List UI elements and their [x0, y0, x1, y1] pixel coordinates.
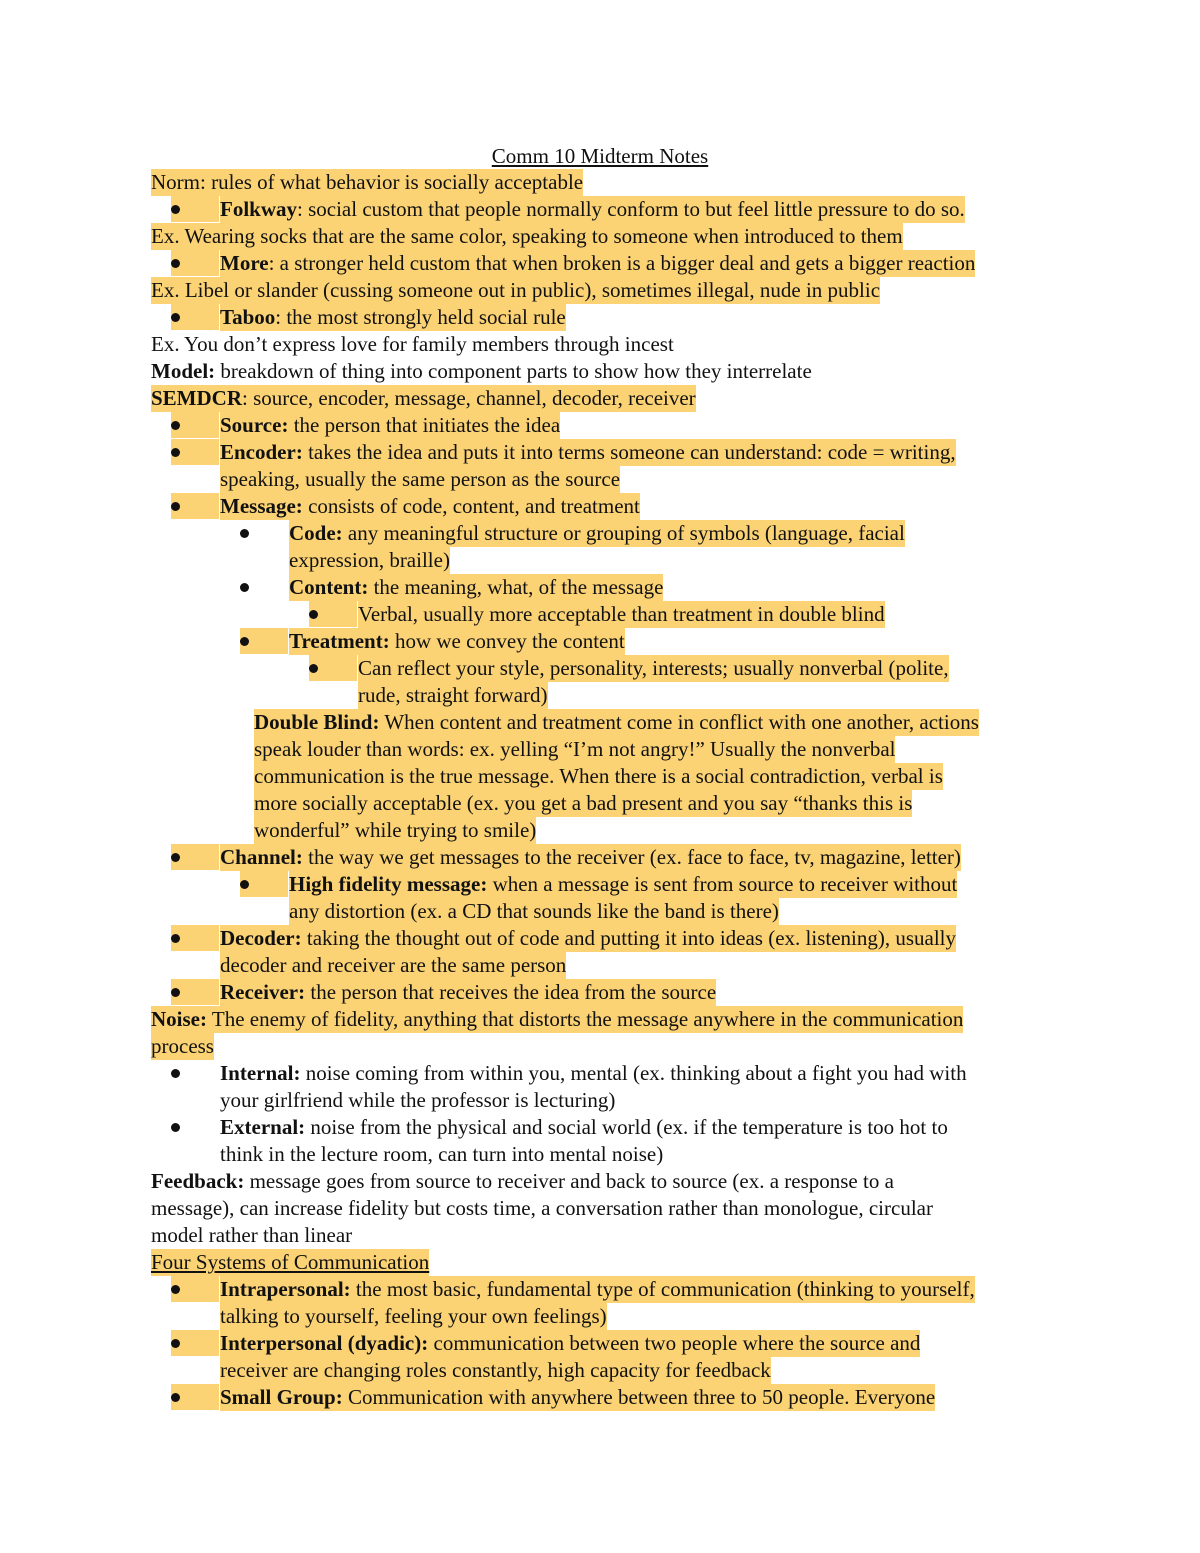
- encoder-line-2: speaking, usually the same person as the source: [220, 467, 621, 491]
- bullet: [240, 637, 249, 646]
- norm-line: Norm: rules of what behavior is socially acceptable: [151, 170, 584, 194]
- double-blind-line: Double Blind: When content and treatment come in conflict with one another, actions: [254, 710, 979, 734]
- bullet: [171, 502, 180, 511]
- double-blind-line-2: speak louder than words: ex. yelling “I’m not angry!” Usually the nonverbal: [254, 737, 896, 761]
- taboo-example: Ex. You don’t express love for family members through incest: [151, 332, 674, 356]
- bullet: [171, 1069, 180, 1078]
- bullet: [171, 1285, 180, 1294]
- treatment-line: Treatment: how we convey the content: [289, 629, 625, 653]
- high-fidelity-line-2: any distortion (ex. a CD that sounds like the band is there): [289, 899, 779, 923]
- bullet: [240, 880, 249, 889]
- feedback-line-2: message), can increase fidelity but costs time, a conversation rather than monologue, circular: [151, 1196, 933, 1220]
- noise-line-2: process: [151, 1034, 214, 1058]
- intrapersonal-line-2: talking to yourself, feeling your own feelings): [220, 1304, 607, 1328]
- double-blind-line-4: more socially acceptable (ex. you get a bad present and you say “thanks this is: [254, 791, 913, 815]
- bullet: [240, 583, 249, 592]
- bullet: [171, 1393, 180, 1402]
- bullet: [171, 421, 180, 430]
- interpersonal-line: Interpersonal (dyadic): communication between two people where the source and: [220, 1331, 921, 1355]
- page-title: Comm 10 Midterm Notes: [491, 144, 709, 168]
- external-line-2: think in the lecture room, can turn into mental noise): [220, 1142, 664, 1166]
- treatment-sub-line: Can reflect your style, personality, interests; usually nonverbal (polite,: [358, 656, 949, 680]
- bullet: [171, 988, 180, 997]
- noise-line: Noise: The enemy of fidelity, anything that distorts the message anywhere in the communication: [151, 1007, 964, 1031]
- more-line: More: a stronger held custom that when broken is a bigger deal and gets a bigger reaction: [220, 251, 976, 275]
- bullet: [309, 610, 318, 619]
- feedback-line: Feedback: message goes from source to receiver and back to source (ex. a response to a: [151, 1169, 894, 1193]
- taboo-line: Taboo: the most strongly held social rule: [220, 305, 566, 329]
- encoder-line: Encoder: takes the idea and puts it into terms someone can understand: code = writing,: [220, 440, 956, 464]
- treatment-sub-line-2: rude, straight forward): [358, 683, 548, 707]
- channel-line: Channel: the way we get messages to the receiver (ex. face to face, tv, magazine, letter): [220, 845, 961, 869]
- decoder-line: Decoder: taking the thought out of code and putting it into ideas (ex. listening), usually: [220, 926, 957, 950]
- code-line-2: expression, braille): [289, 548, 450, 572]
- semdcr-line: SEMDCR: source, encoder, message, channel, decoder, receiver: [151, 386, 696, 410]
- receiver-line: Receiver: the person that receives the idea from the source: [220, 980, 717, 1004]
- bullet: [171, 1123, 180, 1132]
- more-example: Ex. Libel or slander (cussing someone out in public), sometimes illegal, nude in public: [151, 278, 881, 302]
- model-line: Model: breakdown of thing into component parts to show how they interrelate: [151, 359, 812, 383]
- high-fidelity-line: High fidelity message: when a message is sent from source to receiver without: [289, 872, 958, 896]
- bullet: [171, 313, 180, 322]
- content-sub-line: Verbal, usually more acceptable than treatment in double blind: [358, 602, 885, 626]
- bullet: [171, 448, 180, 457]
- interpersonal-line-2: receiver are changing roles constantly, high capacity for feedback: [220, 1358, 771, 1382]
- double-blind-line-3: communication is the true message. When there is a social contradiction, verbal is: [254, 764, 943, 788]
- bullet: [171, 1339, 180, 1348]
- bullet: [171, 205, 180, 214]
- bullet: [309, 664, 318, 673]
- message-line: Message: consists of code, content, and treatment: [220, 494, 640, 518]
- feedback-line-3: model rather than linear: [151, 1223, 353, 1247]
- bullet: [240, 529, 249, 538]
- small-group-line: Small Group: Communication with anywhere between three to 50 people. Everyone: [220, 1385, 936, 1409]
- internal-line: Internal: noise coming from within you, mental (ex. thinking about a fight you had with: [220, 1061, 967, 1085]
- intrapersonal-line: Intrapersonal: the most basic, fundamental type of communication (thinking to yourself,: [220, 1277, 975, 1301]
- folkway-example: Ex. Wearing socks that are the same color, speaking to someone when introduced to them: [151, 224, 903, 248]
- code-line: Code: any meaningful structure or grouping of symbols (language, facial: [289, 521, 905, 545]
- bullet: [171, 259, 180, 268]
- four-systems-heading: Four Systems of Communication: [151, 1250, 430, 1274]
- bullet: [171, 934, 180, 943]
- content-line: Content: the meaning, what, of the message: [289, 575, 664, 599]
- decoder-line-2: decoder and receiver are the same person: [220, 953, 567, 977]
- folkway-line: Folkway: social custom that people normally conform to but feel little pressure to do so.: [220, 197, 965, 221]
- source-line: Source: the person that initiates the idea: [220, 413, 561, 437]
- internal-line-2: your girlfriend while the professor is lecturing): [220, 1088, 616, 1112]
- double-blind-line-5: wonderful” while trying to smile): [254, 818, 537, 842]
- external-line: External: noise from the physical and social world (ex. if the temperature is too hot to: [220, 1115, 948, 1139]
- bullet: [171, 853, 180, 862]
